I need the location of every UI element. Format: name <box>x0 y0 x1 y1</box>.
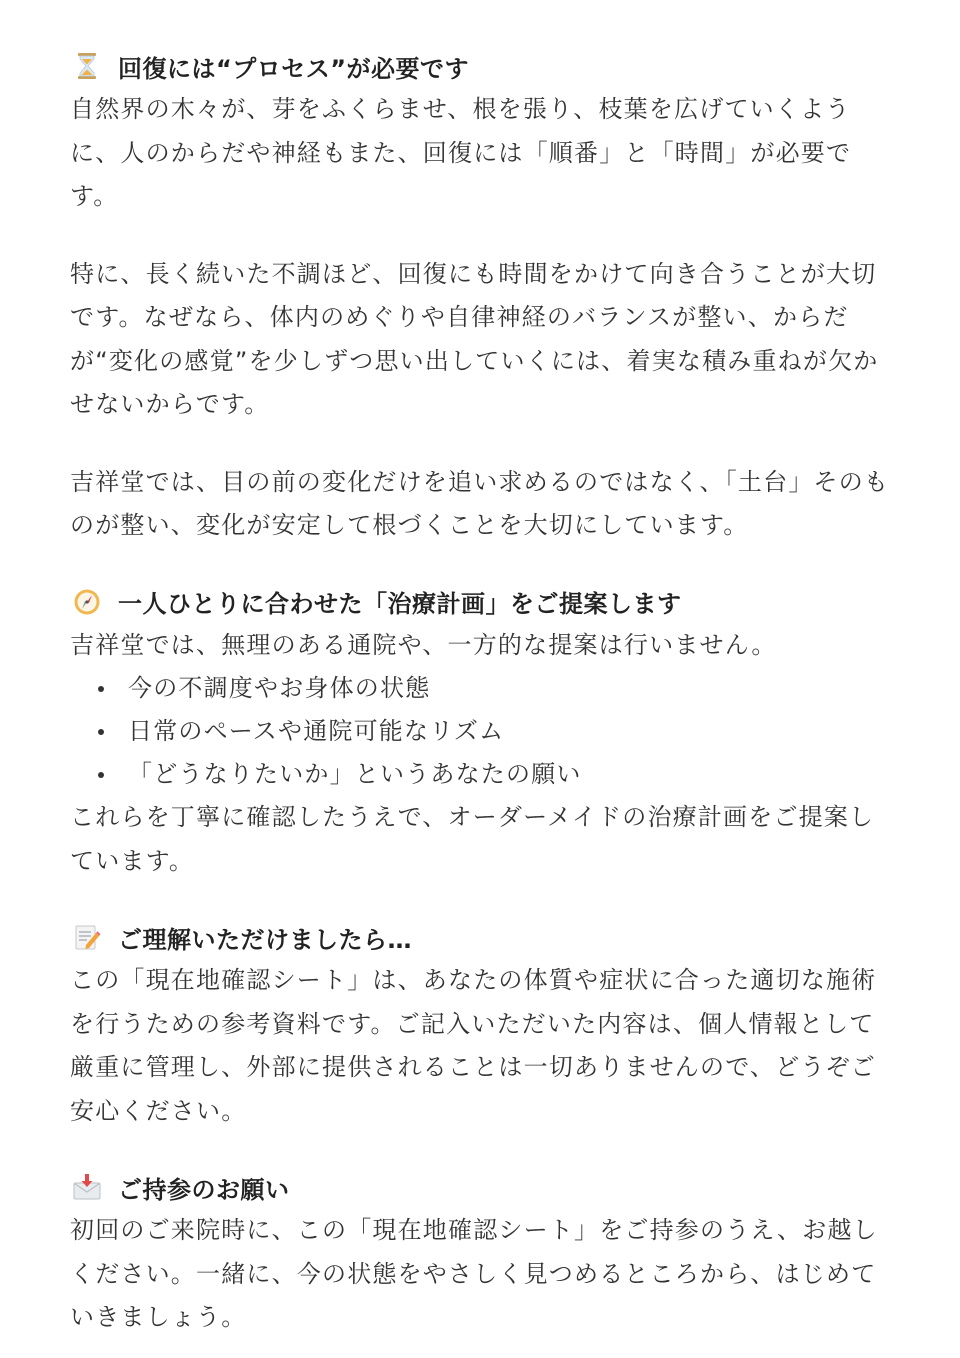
section-bring-sheet <box>70 1167 890 1340</box>
section-title: ご持参のお願い <box>118 1175 290 1204</box>
paragraph: 吉祥堂では、目の前の変化だけを追い求めるのではなく、「土台」そのものが整い、変化が安定して根づくことを大切にしています。 <box>70 467 890 539</box>
paragraph: 初回のご来院時に、この「現在地確認シート」をご持参のうえ、お越しください。一緒に、今の状態をやさしく見つめるところから、はじめていきましょう。 <box>70 1216 878 1331</box>
paragraph: 吉祥堂では、無理のある通院や、一方的な提案は行いません。 <box>70 630 777 659</box>
section-title: 一人ひとりに合わせた「治療計画」をご提案します <box>118 590 682 618</box>
section-process <box>70 46 890 548</box>
section-heading <box>70 582 890 622</box>
list-item: 今の不調度やお身体の状態 <box>98 667 890 710</box>
section-heading <box>70 917 890 957</box>
list-item: 「どうなりたいか」というあなたの願い <box>98 753 890 796</box>
paragraph: 特に、長く続いた不調ほど、回復にも時間をかけて向き合うことが大切です。なぜなら、体内のめぐりや自律神経のバランスが整い、からだが“変化の感覚”を少しずつ思い出していくには、着実な積み重ねが欠かせないからです。 <box>70 259 879 418</box>
inbox-envelope-icon <box>72 1172 102 1202</box>
section-treatment-plan <box>70 582 890 884</box>
hourglass-icon <box>72 51 102 81</box>
list-item: 日常のペースや通院可能なリズム <box>98 710 890 753</box>
section-title: ご理解いただけましたら… <box>118 925 412 954</box>
memo-icon <box>72 922 102 952</box>
paragraph: この「現在地確認シート」は、あなたの体質や症状に合った適切な施術を行うための参考資料です。ご記入いただいた内容は、個人情報として厳重に管理し、外部に提供されることは一切ありませんので、どうぞご安心ください。 <box>70 966 877 1125</box>
section-heading <box>70 1167 890 1207</box>
bullet-list <box>70 667 890 796</box>
paragraph: 自然界の木々が、芽をふくらませ、根を張り、枝葉を広げていくように、人のからだや神経もまた、回復には「順番」と「時間」が必要です。 <box>70 95 852 210</box>
section-understanding <box>70 917 890 1133</box>
section-title: 回復には“プロセス”が必要です <box>118 54 470 83</box>
paragraph: これらを丁寧に確認したうえで、オーダーメイドの治療計画をご提案しています。 <box>70 803 875 875</box>
section-heading <box>70 46 890 86</box>
compass-icon <box>72 587 102 617</box>
